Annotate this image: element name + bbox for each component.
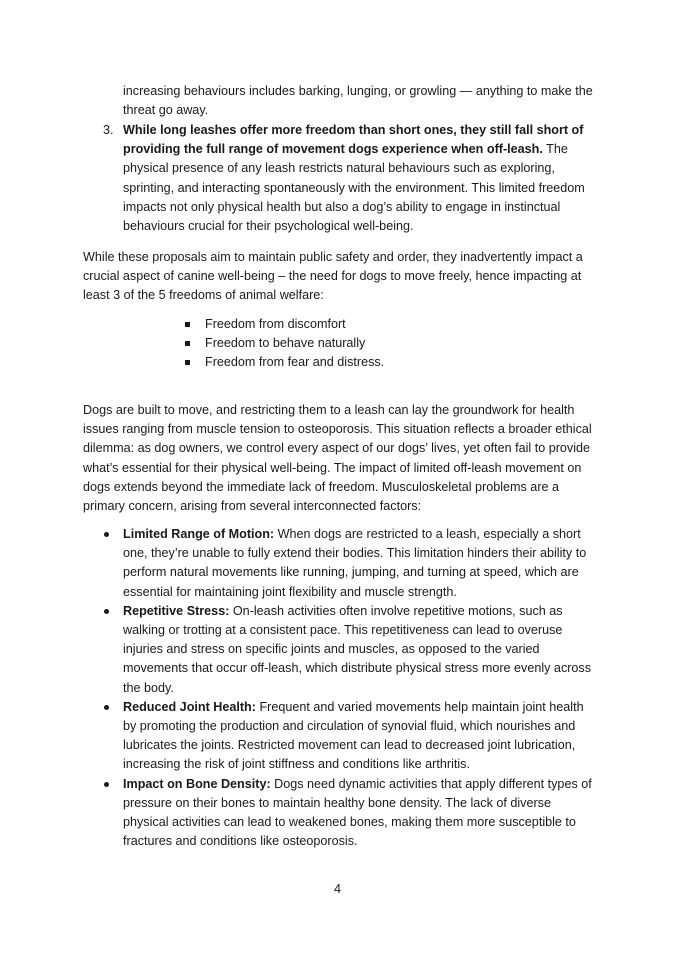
list-item <box>103 698 595 775</box>
list-item <box>103 525 595 602</box>
paragraph-built-to-move: Dogs are built to move, and restricting them to a leash can lay the groundwork for health issues ranging from muscle tension to osteoporosis. This situation reflects a broader ethical dilemma: as dog owners, we control every aspect of our dogs’ lives, yet often fail to provide what’s essential for their physical well-being. The impact of limited off-leash movement on dogs extends beyond the immediate lack of freedom. Musculoskeletal problems are a primary concern, arising from several interconnected factors: <box>83 403 592 514</box>
factor-title: Limited Range of Motion: <box>123 527 275 541</box>
list-item <box>103 775 595 852</box>
list-item <box>185 334 384 353</box>
bullet-icon <box>104 609 109 614</box>
factor-text: Dogs need dynamic activities that apply different types of pressure on their bones to maintain healthy bone density. The lack of diverse physical activities can lead to weakened bones, making them more susceptible to fractures and conditions like osteoporosis. <box>123 776 592 849</box>
factor-title: Reduced Joint Health: <box>123 699 256 714</box>
factors-list <box>103 525 595 851</box>
bullet-icon <box>104 532 109 537</box>
freedom-text: Freedom from discomfort <box>205 317 346 331</box>
square-bullet-icon <box>185 360 190 365</box>
square-bullet-icon <box>185 322 190 327</box>
factor-title: Impact on Bone Density: <box>123 776 271 791</box>
continuation-text: increasing behaviours includes barking, lunging, or growling — anything to make the threat go away. <box>123 84 593 118</box>
factor-text: Frequent and varied movements help maintain joint health by promoting the production and circulation of synovial fluid, which nourishes and lubricates the joints. Restricted movement can lead to decreased joint lubrication, increasing the risk of joint stiffness and conditions like arthritis. <box>123 699 584 772</box>
factor-title: Repetitive Stress: <box>123 603 230 618</box>
paragraph-proposals: While these proposals aim to maintain public safety and order, they inadvertently impact a crucial aspect of canine well-being – the need for dogs to move freely, hence impacting at least 3 of the 5 freedoms of animal welfare: <box>83 250 583 303</box>
list-number-3: 3. <box>103 123 114 137</box>
freedom-text: Freedom from fear and distress. <box>205 355 385 370</box>
list-item <box>185 315 384 334</box>
numbered-list-item <box>123 121 595 236</box>
bullet-icon <box>104 705 109 710</box>
freedom-text: Freedom to behave naturally <box>205 336 366 351</box>
factor-text: When dogs are restricted to a leash, especially a short one, they’re unable to fully extend their bodies. This limitation hinders their ability to perform natural movements like running, jumping, and turning at speed, which are essential for maintaining joint flexibility and muscle strength. <box>123 527 587 599</box>
list-item <box>103 602 595 698</box>
factor-text: On-leash activities often involve repetitive motions, such as walking or trotting at a consistent pace. This repetitiveness can lead to overuse injuries and stress on specific joints and muscles, as opposed to the varied movements that occur off-leash, which distribute physical stress more evenly across the body. <box>123 603 592 695</box>
freedoms-list <box>185 315 384 373</box>
bullet-icon <box>104 782 109 787</box>
numbered-item-text: The physical presence of any leash restricts natural behaviours such as exploring, sprinting, and interacting spontaneously with the environment. This limited freedom impacts not only physical health but also a dog’s ability to engage in instinctual behaviours crucial for their psychological well-being. <box>123 142 585 234</box>
list-item <box>185 353 384 372</box>
square-bullet-icon <box>185 341 190 346</box>
page-number: 4 <box>333 882 341 896</box>
numbered-item-bold-lead: While long leashes offer more freedom than short ones, they still fall short of providing the full range of movement dogs experience when off-leash. <box>123 123 584 157</box>
